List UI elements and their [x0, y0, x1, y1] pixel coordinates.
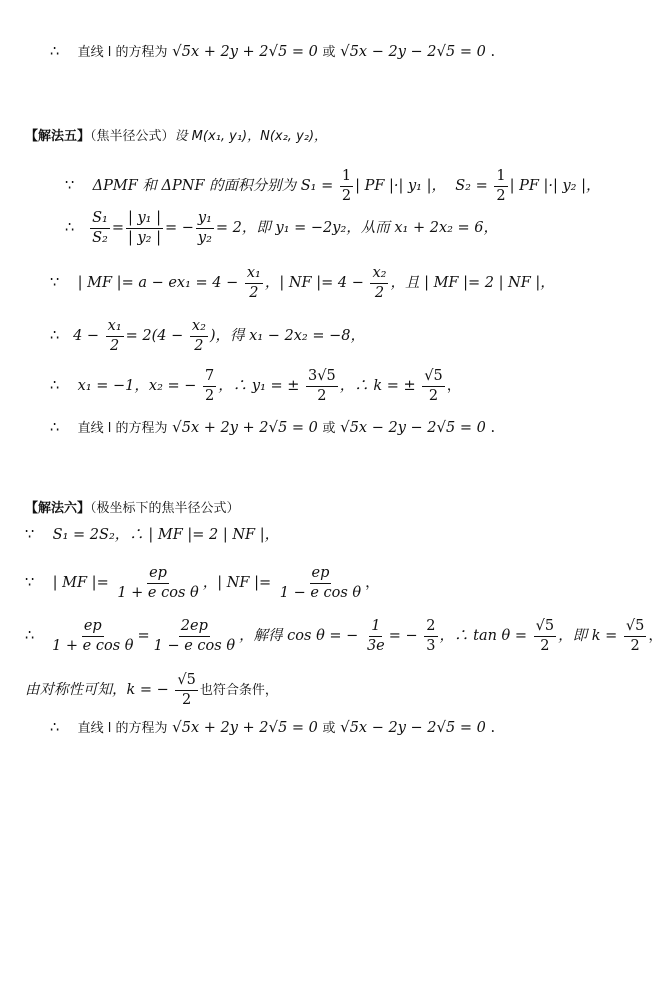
- method5-ratio-line: ∴ $\frac{\text{S₁}}{\text{S₂}}$ = $\frac{\text{| y₁ |}}{\text{| y₂ |}}$ = − $\frac{\text{y₁}}{\text{y₂}}$ = 2，即 y₁ = −2y₂，从而 x₁ + 2x₂ = 6，: [65, 210, 499, 246]
- because-symbol: ∵: [25, 575, 35, 592]
- or-text: 或: [322, 45, 336, 60]
- mf-frac2-num: x₂: [370, 265, 388, 284]
- eq-frac2-num: x₂: [190, 318, 208, 337]
- fraction-x2-2b: [190, 318, 208, 354]
- method5-setup: 设 M(x₁, y₁)，N(x₂, y₂)，: [174, 129, 328, 144]
- therefore-symbol: ∴: [50, 420, 60, 436]
- conclusion-text: 直线 l 的方程为: [77, 45, 168, 60]
- m6-l4-text-1: 由对称性可知，k = −: [25, 682, 169, 699]
- fraction-x2-2: [370, 265, 388, 301]
- sol-y1-den: 2: [317, 387, 327, 404]
- fraction-sqrt5-2-a: [534, 618, 556, 654]
- sol-k-den: 2: [428, 387, 439, 404]
- mf-frac1-den: 2: [249, 284, 259, 301]
- sqrt-5: √: [172, 718, 182, 736]
- method5-title: 【解法五】: [25, 129, 91, 144]
- fraction-2-3: [424, 618, 437, 654]
- method6-header: [25, 502, 240, 515]
- sqrt-5c: √: [340, 718, 350, 736]
- method6-line-4: [25, 672, 278, 708]
- m6-l3-text-4: ，即 k =: [558, 628, 618, 645]
- conclusion-text: 直线 l 的方程为: [77, 721, 168, 736]
- m6-l3-f4-num: √5: [624, 618, 646, 637]
- half-num-2: 1: [494, 168, 507, 187]
- because-symbol: ∵: [50, 275, 60, 292]
- equation-1-end: 5 = 0: [278, 420, 318, 436]
- equation-2: 5x − 2y − 2: [349, 44, 437, 60]
- eq-frac1-num: x₁: [106, 318, 124, 337]
- ratio-S1: S₁: [90, 210, 110, 229]
- m6-l3-den2: 1 − e cos θ: [153, 637, 236, 654]
- mf-text-2: ，| NF |= 4 −: [264, 275, 364, 292]
- half-den: 2: [341, 187, 352, 204]
- because-symbol: ∵: [25, 527, 35, 543]
- m6-l3-f1-den: 3e: [366, 637, 385, 654]
- mf-frac2-den: 2: [374, 284, 385, 301]
- m6-l3-f4-den: 2: [630, 637, 640, 654]
- m6-l4-num: √5: [175, 672, 197, 691]
- ratio-neg-y1: y₁: [196, 210, 214, 229]
- therefore-symbol: ∴: [50, 44, 60, 60]
- sqrt-5d: √: [436, 42, 447, 60]
- m6-l4-text-2: 也符合条件，: [199, 683, 278, 699]
- equation-2-end: 5 = 0: [446, 420, 486, 436]
- method5-area-line: [65, 168, 601, 204]
- sol-text-4: ，: [446, 378, 462, 395]
- fraction-S1-S2: [90, 210, 110, 246]
- m6-l3-f3-den: 2: [540, 637, 550, 654]
- m6-l3-text-2: = −: [388, 628, 418, 645]
- half-num: 1: [340, 168, 353, 187]
- m6-l4-den: 2: [182, 691, 192, 708]
- equation-2: 5x − 2y − 2: [349, 420, 437, 436]
- fraction-ep-1: [50, 618, 135, 654]
- method6-line-1: [25, 528, 279, 543]
- m6-l3-f1-num: 1: [369, 618, 382, 637]
- m6-l3-num2: 2ep: [179, 618, 210, 637]
- ratio-y2: y₂: [197, 229, 212, 246]
- fraction-x1-2: [245, 265, 263, 301]
- conclusion-text: 直线 l 的方程为: [77, 421, 168, 436]
- sqrt-5c: √: [340, 418, 350, 436]
- fraction-2ep: [152, 618, 237, 654]
- fraction-half-2: [494, 168, 507, 204]
- m6-l2-text-1: | MF |=: [52, 575, 109, 592]
- period: .: [490, 44, 496, 60]
- fraction-ep-plus: [115, 565, 200, 601]
- m6-l3-f3-num: √5: [534, 618, 556, 637]
- sqrt-5: √: [172, 42, 182, 60]
- conclusion-line-top: [50, 44, 495, 60]
- therefore-symbol: ∴: [50, 328, 60, 345]
- method6-line-2: [25, 565, 380, 601]
- therefore-symbol: ∴: [65, 220, 75, 237]
- eq-text-2: = 2(4 −: [125, 328, 184, 345]
- method5-header: [25, 130, 327, 143]
- m6-l3-text-5: ，: [648, 628, 663, 645]
- fraction-3sqrt5-2: [306, 368, 338, 404]
- m6-l2-den1: 1 + e cos θ: [117, 584, 199, 601]
- sol-x2-den: 2: [205, 387, 215, 404]
- equation-2-end: 5 = 0: [446, 44, 486, 60]
- method6-subtitle: （极坐标下的焦半径公式）: [90, 501, 240, 516]
- ratio-S2: S₂: [92, 229, 108, 246]
- equation-1: 5x + 2y + 2: [181, 720, 269, 736]
- m6-l3-text-1: ，解得 cos θ = −: [239, 628, 359, 645]
- sol-y1-num: 3√5: [306, 368, 338, 387]
- method5-eq-line: [50, 318, 365, 354]
- m6-l2-num: ep: [147, 565, 169, 584]
- therefore-symbol: ∴: [25, 628, 35, 645]
- mf-text-1: | MF |= a − ex₁ = 4 −: [77, 275, 239, 292]
- sol-text-2: ，∴ y₁ = ±: [218, 378, 300, 395]
- sol-k-num: √5: [422, 368, 444, 387]
- sol-text-3: ，∴ k = ±: [339, 378, 416, 395]
- fraction-sqrt5-2: [422, 368, 444, 404]
- area-text: ΔPMF 和 ΔPNF 的面积分别为 S₁ =: [92, 178, 334, 195]
- ratio-result: = 2，即 y₁ = −2y₂，从而 x₁ + 2x₂ = 6，: [215, 220, 499, 237]
- m6-l1-text: S₁ = 2S₂，∴ | MF |= 2 | NF |，: [52, 527, 280, 543]
- or-text: 或: [322, 721, 336, 736]
- sqrt-5d: √: [436, 418, 447, 436]
- area2-prefix: S₂ =: [455, 178, 488, 195]
- m6-l3-num1: ep: [82, 618, 104, 637]
- area1-rest: | PF |·| y₁ |，: [355, 178, 446, 195]
- mf-frac1-num: x₁: [245, 265, 263, 284]
- m6-l3-f2-den: 3: [426, 637, 436, 654]
- fraction-sqrt5-2-c: [175, 672, 197, 708]
- conclusion-line-method6: [50, 720, 495, 736]
- sqrt-5d: √: [436, 718, 447, 736]
- conclusion-line-method5: [50, 420, 495, 436]
- mf-text-3: ，且 | MF |= 2 | NF |，: [390, 275, 555, 292]
- ratio-y1abs: | y₁ |: [126, 210, 163, 229]
- m6-l3-f2-num: 2: [424, 618, 437, 637]
- equation-2-end: 5 = 0: [446, 720, 486, 736]
- therefore-symbol: ∴: [50, 720, 60, 736]
- area2-rest: | PF |·| y₂ |，: [509, 178, 601, 195]
- method5-solution-line: [50, 368, 461, 404]
- equation-1: 5x + 2y + 2: [181, 44, 269, 60]
- fraction-ep-minus: [278, 565, 363, 601]
- therefore-symbol: ∴: [50, 378, 60, 395]
- eq-frac2-den: 2: [194, 337, 204, 354]
- fraction-sqrt5-2-b: [624, 618, 646, 654]
- fraction-half: [340, 168, 353, 204]
- ratio-y2abs: | y₂ |: [127, 229, 161, 246]
- eq-text-1: 4 −: [73, 328, 100, 345]
- equation-1-end: 5 = 0: [278, 720, 318, 736]
- sol-x2-num: 7: [203, 368, 216, 387]
- fraction-x1-2b: [106, 318, 124, 354]
- equation-2: 5x − 2y − 2: [349, 720, 437, 736]
- m6-l2-num-b: ep: [310, 565, 332, 584]
- sqrt-5b: √: [268, 418, 279, 436]
- equation-1-end: 5 = 0: [278, 44, 318, 60]
- sqrt-5b: √: [268, 718, 279, 736]
- period: .: [490, 720, 496, 736]
- method5-mf-line: [50, 265, 555, 301]
- m6-l2-den2: 1 − e cos θ: [279, 584, 362, 601]
- sqrt-5b: √: [268, 42, 279, 60]
- m6-l2-text-3: ，: [365, 575, 380, 592]
- fraction-1-3e: [365, 618, 387, 654]
- eq-text-3: )，得 x₁ − 2x₂ = −8，: [209, 328, 365, 345]
- fraction-7-2: [203, 368, 216, 404]
- method6-line-3: ∴ $\frac{ep}{\text{1 + e cos θ}}$ = $\frac{2ep}{\text{1 − e cos θ}}$ ，解得 cos θ = − $\frac{1}{3e}$ = − $\frac{2}{3}$ ，∴ tan θ = $\frac{√5}{2}$ ，即 k = $\frac{√5}{2}$ ，: [25, 618, 663, 654]
- equation-1: 5x + 2y + 2: [181, 420, 269, 436]
- method5-subtitle: （焦半径公式）: [90, 129, 175, 144]
- because-symbol: ∵: [65, 178, 75, 195]
- or-text: 或: [322, 421, 336, 436]
- period: .: [490, 420, 496, 436]
- fraction-abs-y: [126, 210, 163, 246]
- m6-l3-text-3: ，∴ tan θ =: [439, 628, 528, 645]
- sqrt-5c: √: [340, 42, 350, 60]
- eq-frac1-den: 2: [110, 337, 120, 354]
- fraction-y: [196, 210, 214, 246]
- m6-l3-den1: 1 + e cos θ: [52, 637, 134, 654]
- sol-text-1: x₁ = −1，x₂ = −: [77, 378, 197, 395]
- half-den-2: 2: [496, 187, 506, 204]
- sqrt-5: √: [172, 418, 182, 436]
- method6-title: 【解法六】: [25, 501, 91, 516]
- m6-l2-text-2: ，| NF |=: [202, 575, 272, 592]
